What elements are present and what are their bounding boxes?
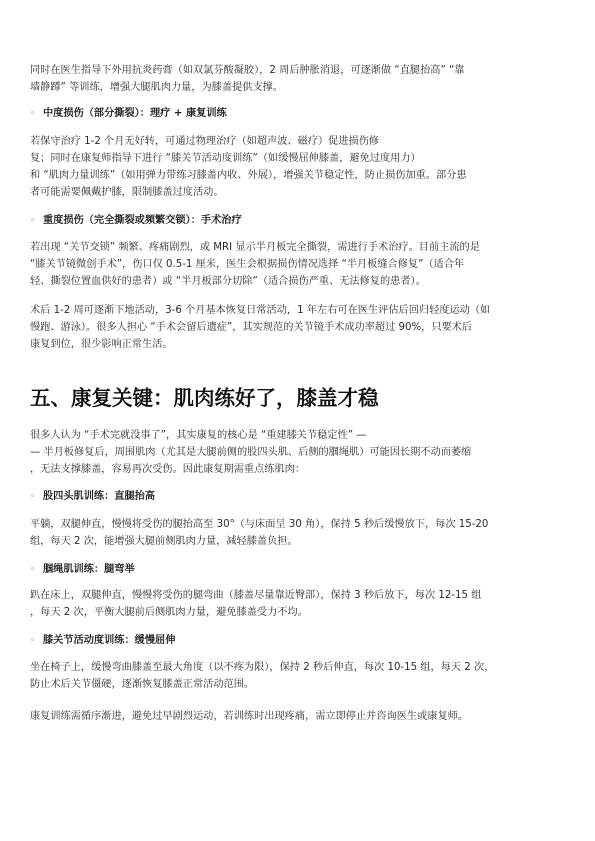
section5-paragraph [30,427,568,478]
bullet-circle-icon: ◦ [30,492,36,502]
severe-paragraph [30,239,568,290]
hamstring-line: 趴在床上，双腿伸直，慢慢将受伤的腿弯曲（膝盖尽量靠近臀部），保持 3 秒后放下，每次 12-15 组 [30,590,482,601]
severe-after-line: 术后 1-2 周可逐渐下地活动，3-6 个月基本恢复日常活动，1 年左右可在医生评估后回归轻度运动（如 [30,305,491,316]
moderate-bullet [30,105,568,123]
quad-line: 平躺，双腿伸直，慢慢将受伤的腿抬高至 30°（与床面呈 30 角），保持 5 秒后缓慢放下，每次 15-20 [30,519,489,530]
intro-paragraph [30,62,568,96]
closing-line: 康复训练需循序渐进，避免过早剧烈运动，若训练时出现疼痛，需立即停止并咨询医生或康复师。 [30,711,469,722]
hamstring-paragraph [30,587,568,621]
rom-line: 坐在椅子上，缓慢弯曲膝盖至最大角度（以不疼为限），保持 2 秒后伸直，每次 10-15 组，每天 2 次， [30,662,495,673]
severe-after-line: 康复到位，很少影响正常生活。 [30,339,173,350]
moderate-paragraph [30,133,568,201]
hamstring-bullet [30,561,568,579]
moderate-line: 复；同时在康复师指导下进行 “膝关节活动度训练”（如缓慢屈伸膝盖，避免过度用力） [30,153,421,164]
bullet-circle-icon: ◦ [30,565,36,575]
bullet-circle-icon: ◦ [30,109,36,119]
severe-bullet [30,212,568,230]
intro-line: 同时在医生指导下外用抗炎药膏（如双氯芬酸凝胶），2 周后肿胀消退，可逐渐做 “直腿抬高” “靠 [30,65,465,76]
moderate-line: 者可能需要佩戴护膝，限制膝盖过度活动。 [30,187,224,198]
quad-line: 组，每天 2 次，能增强大腿前侧肌肉力量，减轻膝盖负担。 [30,536,298,547]
bullet-circle-icon: ◦ [30,636,36,646]
severe-after-line: 慢跑、游泳）。很多人担心 “手术会留后遗症”，其实规范的关节镜手术成功率超过 90%，只要术后 [30,322,473,333]
hamstring-line: ，每天 2 次，平衡大腿前后侧肌肉力量，避免膝盖受力不均。 [30,607,308,618]
severe-line: 轻、撕裂位置血供好的患者）或 “半月板部分切除”（适合损伤严重、无法修复的患者）。 [30,276,426,287]
quad-title: 股四头肌训练：直腿抬高 [43,491,156,502]
section5-line: 很多人认为 “手术完就没事了”，其实康复的核心是 “重建膝关节稳定性” — [30,430,367,441]
moderate-title: 中度损伤（部分撕裂）：理疗 + 康复训练 [43,108,227,119]
intro-line: 墙静蹲” 等训练，增强大腿肌肉力量，为膝盖提供支撑。 [30,82,284,93]
rom-title: 膝关节活动度训练：缓慢屈伸 [43,635,176,646]
bullet-circle-icon: ◦ [30,216,36,226]
severe-after-paragraph [30,302,568,353]
severe-line: 若出现 “关节交锁” 频繁、疼痛剧烈，或 MRI 显示半月板完全撕裂，需进行手术治疗。目前主流的是 [30,242,480,253]
section5-line: — 半月板修复后，周围肌肉（尤其是大腿前侧的股四头肌、后侧的腘绳肌）可能因长期不动而萎缩 [30,447,472,458]
rom-paragraph [30,659,568,693]
section5-line: ，无法支撑膝盖，容易再次受伤。因此康复期需重点练肌肉： [30,464,306,475]
quad-paragraph [30,516,568,550]
moderate-line: 若保守治疗 1-2 个月无好转，可通过物理治疗（如超声波、磁疗）促进损伤修 [30,136,380,147]
rom-line: 防止术后关节僵硬，逐渐恢复膝盖正常活动范围。 [30,679,255,690]
section-heading: 五、康复关键：肌肉练好了，膝盖才稳 [30,386,379,410]
rom-bullet [30,632,568,650]
hamstring-title: 腘绳肌训练：腿弯举 [43,564,135,575]
moderate-line: 和 “肌肉力量训练”（如用弹力带练习膝盖内收、外展），增强关节稳定性，防止损伤加重。部分患 [30,170,467,181]
closing-paragraph [30,708,568,725]
severe-line: “膝关节镜微创手术”，伤口仅 0.5-1 厘米，医生会根据损伤情况选择 “半月板缝合修复”（适合年 [30,259,465,270]
severe-title: 重度损伤（完全撕裂或频繁交锁）：手术治疗 [43,215,242,226]
quad-bullet [30,488,568,506]
